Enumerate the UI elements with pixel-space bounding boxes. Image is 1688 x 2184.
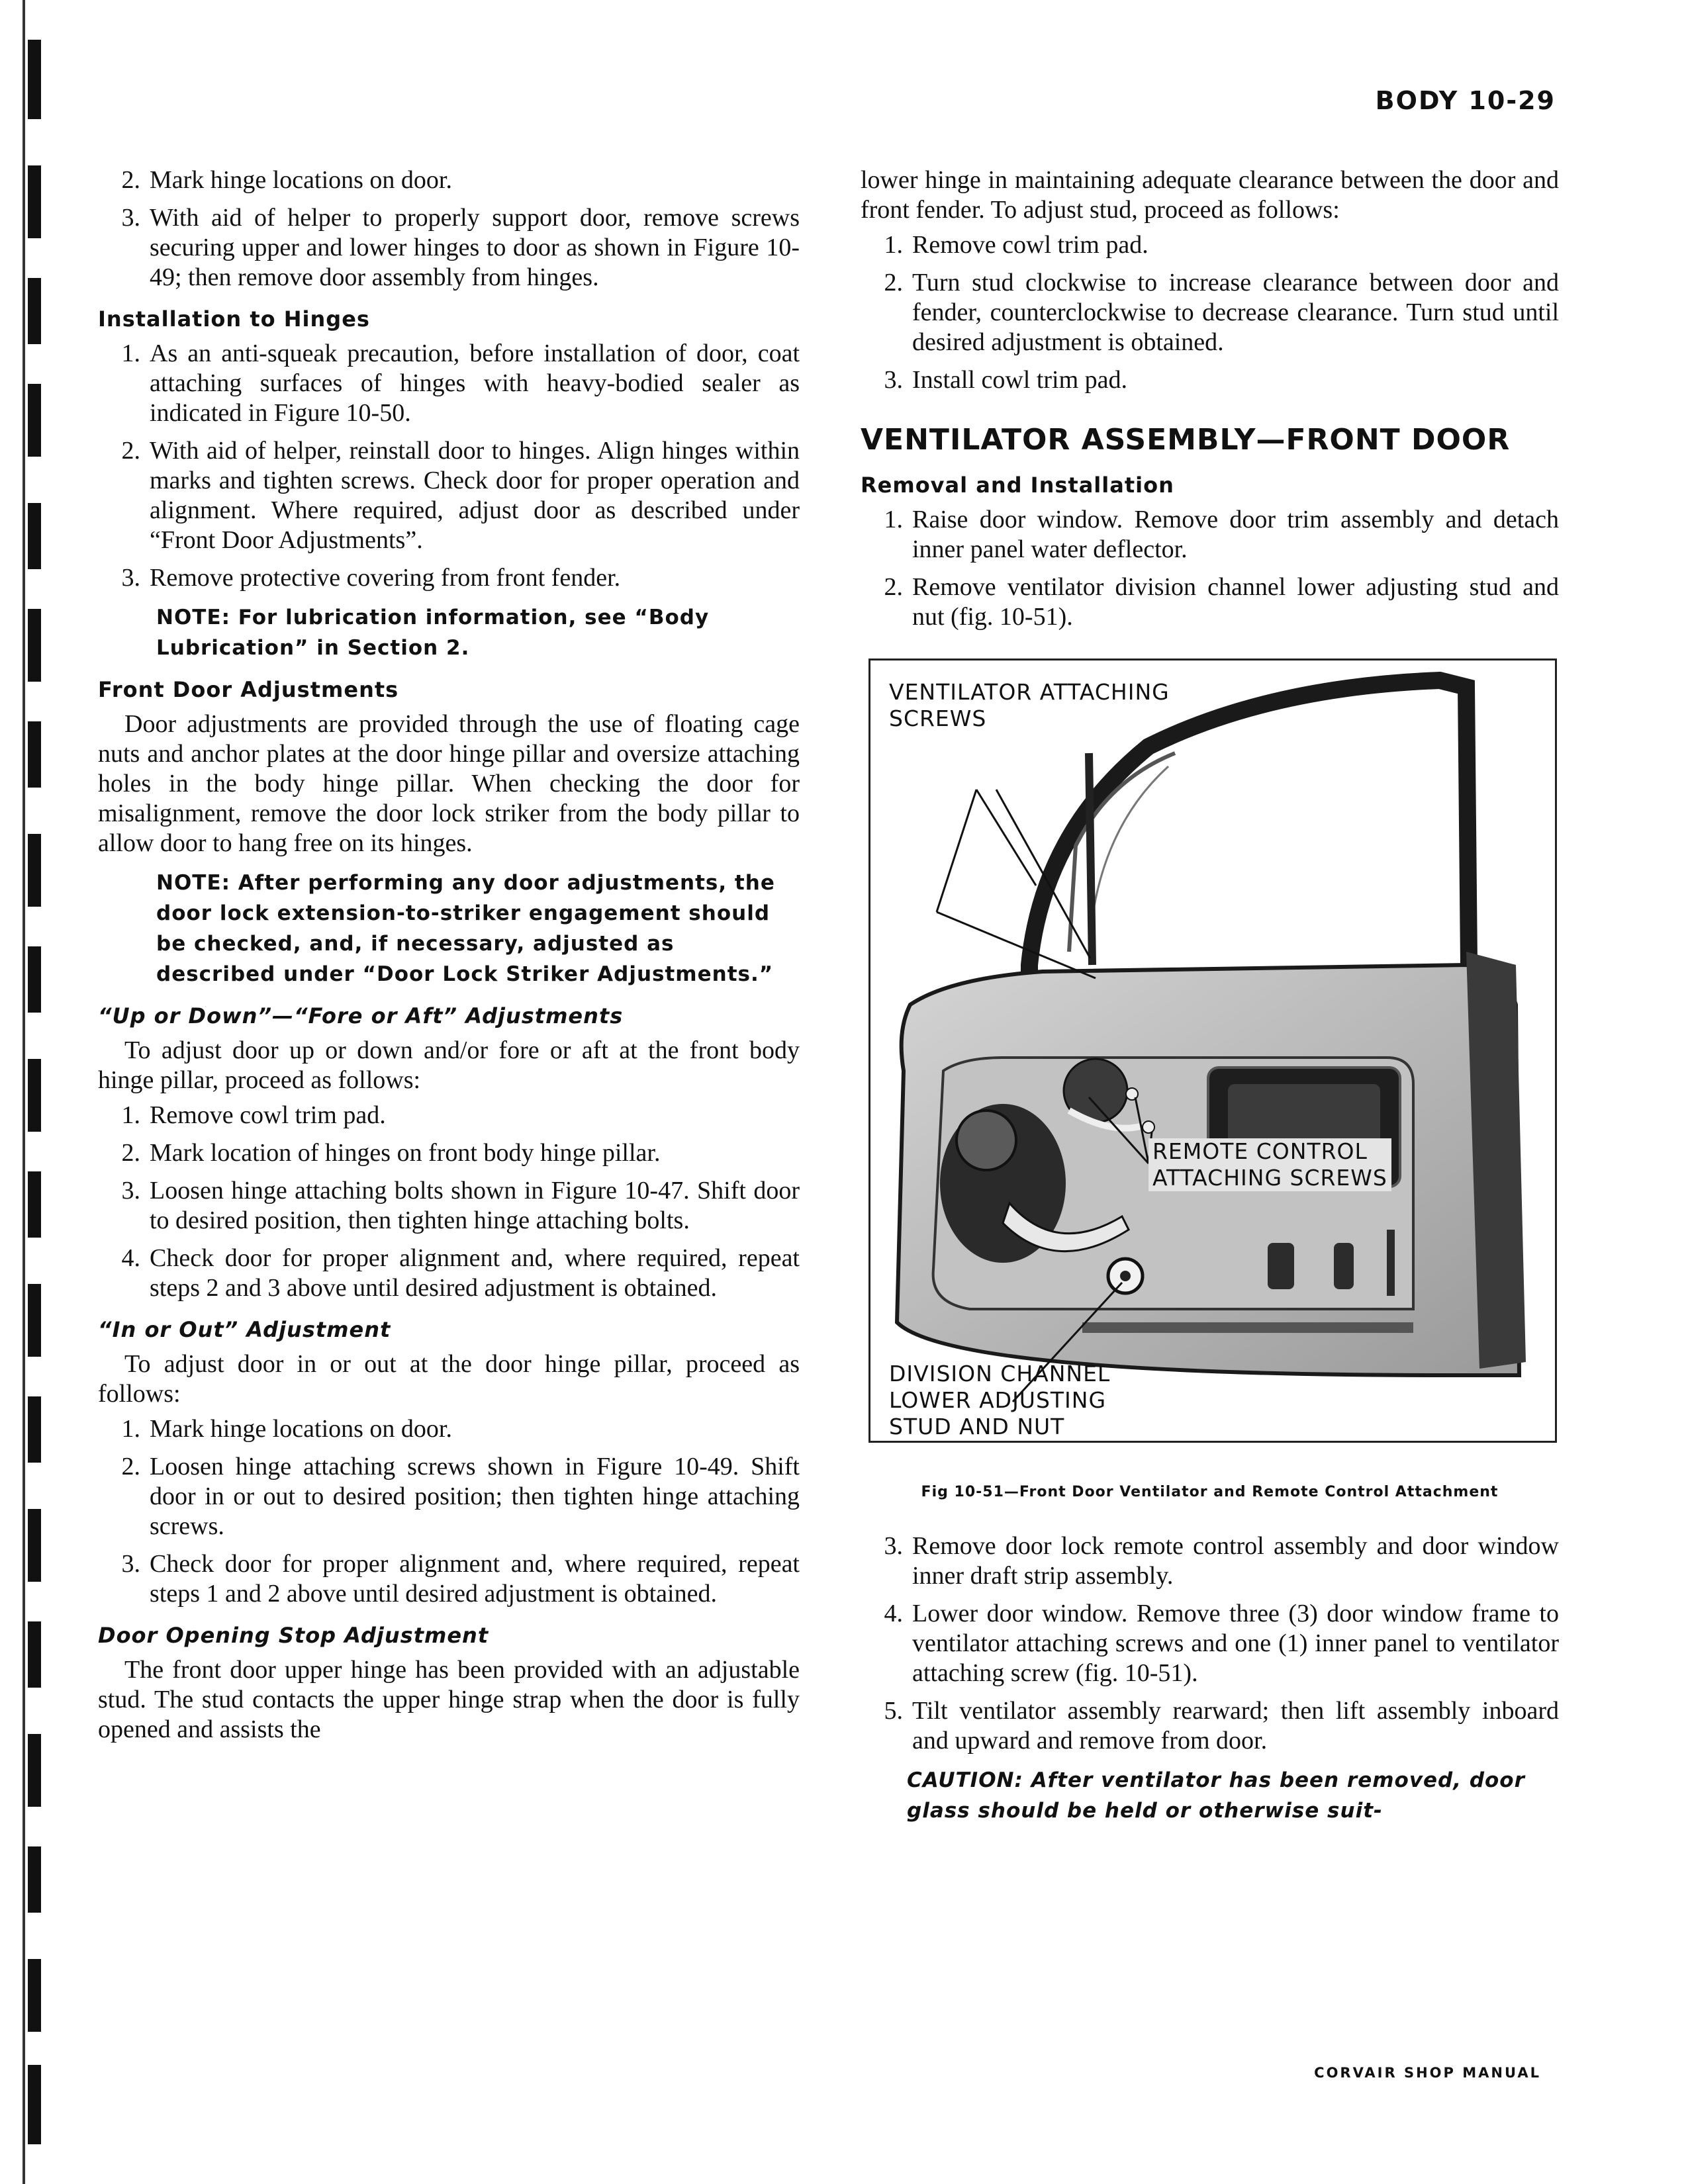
- step-number: 2.: [121, 1139, 140, 1167]
- step-number: 3.: [884, 366, 903, 394]
- step-number: 4.: [884, 1600, 903, 1627]
- list-item: [98, 1452, 800, 1541]
- list-item: [98, 1244, 800, 1303]
- step-text: Lower door window. Remove three (3) door window frame to ventilator attaching screws and one (1) inner panel to ventilator attaching screw (fig. 10-51).: [912, 1600, 1559, 1687]
- heading-front-door-adjustments: Front Door Adjustments: [98, 677, 399, 702]
- step-text: Raise door window. Remove door trim assembly and detach inner panel water deflector.: [912, 506, 1559, 563]
- caution-note: CAUTION: After ventilator has been removed, door glass should be held or otherwise suit-: [907, 1768, 1525, 1823]
- in-out-intro: To adjust door in or out at the door hinge pillar, proceed as follows:: [98, 1350, 800, 1408]
- removal-steps: [98, 165, 800, 293]
- list-item: [861, 1696, 1559, 1756]
- step-text: Turn stud clockwise to increase clearance between door and fender, counterclockwise to decrease clearance. Turn stud until desired adjustment is obtained.: [912, 269, 1559, 356]
- callout-division-channel: DIVISION CHANNEL LOWER ADJUSTING STUD AND NUT: [889, 1361, 1111, 1439]
- step-number: 2.: [121, 437, 140, 465]
- step-number: 3.: [121, 564, 140, 592]
- list-item: [861, 365, 1559, 395]
- step-number: 2.: [884, 573, 903, 601]
- right-column: [861, 165, 1559, 1826]
- step-number: 2.: [121, 1453, 140, 1480]
- callout-ventilator-screws: VENTILATOR ATTACHING SCREWS: [889, 679, 1170, 731]
- list-item: [861, 268, 1559, 357]
- binding-edge: [20, 0, 52, 2184]
- list-item: [98, 1138, 800, 1168]
- step-text: Mark hinge locations on door.: [150, 166, 452, 194]
- list-item: [861, 1599, 1559, 1688]
- step-number: 5.: [884, 1697, 903, 1725]
- step-number: 4.: [121, 1244, 140, 1272]
- step-text: Remove ventilator division channel lower adjusting stud and nut (fig. 10-51).: [912, 573, 1559, 631]
- step-text: Mark location of hinges on front body hinge pillar.: [150, 1139, 661, 1167]
- lubrication-note: NOTE: For lubrication information, see “Body Lubrication” in Section 2.: [156, 606, 710, 660]
- figure-caption: Fig 10-51—Front Door Ventilator and Remote Control Attachment: [921, 1484, 1499, 1500]
- step-number: 2.: [884, 269, 903, 296]
- step-number: 1.: [884, 231, 903, 259]
- step-number: 1.: [884, 506, 903, 533]
- list-item: [98, 165, 800, 195]
- page-header: BODY 10-29: [1375, 86, 1556, 115]
- step-number: 3.: [121, 1177, 140, 1205]
- step-number: 3.: [121, 204, 140, 232]
- callout-remote-control-screws: REMOTE CONTROL ATTACHING SCREWS: [1149, 1138, 1391, 1191]
- list-item: [98, 203, 800, 293]
- adjustments-paragraph: Door adjustments are provided through the use of floating cage nuts and anchor plates at the door hinge pillar and oversize attaching holes in the body hinge pillar. When checking the door for misalignment, remove the door lock striker from the body pillar to allow door to hang free on its hinges.: [98, 710, 800, 857]
- up-down-steps: [98, 1101, 800, 1303]
- step-number: 1.: [121, 1101, 140, 1129]
- up-down-intro: To adjust door up or down and/or fore or aft at the front body hinge pillar, proceed as follows:: [98, 1036, 800, 1094]
- step-number: 1.: [121, 340, 140, 367]
- list-item: [98, 1549, 800, 1609]
- list-item: [861, 572, 1559, 632]
- adjustments-note: NOTE: After performing any door adjustments, the door lock extension-to-striker engagement should be checked, and, if necessary, adjusted as described under “Door Lock Striker Adjustments.”: [156, 871, 775, 986]
- list-item: [98, 1414, 800, 1444]
- step-text: Remove protective covering from front fender.: [150, 564, 621, 592]
- left-column: [98, 165, 800, 1750]
- list-item: [98, 339, 800, 428]
- step-number: 3.: [884, 1532, 903, 1560]
- step-text: Remove door lock remote control assembly and door window inner draft strip assembly.: [912, 1532, 1559, 1590]
- step-text: As an anti-squeak precaution, before installation of door, coat attaching surfaces of hinges with heavy-bodied sealer as indicated in Figure 10-50.: [150, 340, 800, 427]
- heading-up-down: “Up or Down”—“Fore or Aft” Adjustments: [98, 1003, 624, 1028]
- list-item: [861, 505, 1559, 565]
- step-text: With aid of helper to properly support door, remove screws securing upper and lower hinges to door as shown in Figure 10-49; then remove door assembly from hinges.: [150, 204, 800, 291]
- list-item: [98, 563, 800, 593]
- step-text: With aid of helper, reinstall door to hinges. Align hinges within marks and tighten screws. Check door for proper operation and alignment. Where required, adjust door as described under “Front Door Adjustments”.: [150, 437, 800, 554]
- figure-door-ventilator: [868, 659, 1557, 1443]
- page-footer: CORVAIR SHOP MANUAL: [1314, 2065, 1541, 2081]
- installation-steps: [98, 339, 800, 593]
- door-stop-continued: lower hinge in maintaining adequate clearance between the door and front fender. To adjust stud, proceed as follows:: [861, 166, 1559, 224]
- step-text: Remove cowl trim pad.: [150, 1101, 386, 1129]
- step-text: Loosen hinge attaching bolts shown in Figure 10-47. Shift door to desired position, then tighten hinge attaching bolts.: [150, 1177, 800, 1234]
- heading-installation: Installation to Hinges: [98, 306, 370, 332]
- list-item: [98, 1101, 800, 1130]
- step-text: Tilt ventilator assembly rearward; then lift assembly inboard and upward and remove from door.: [912, 1697, 1559, 1754]
- list-item: [861, 1531, 1559, 1591]
- heading-removal-installation: Removal and Installation: [861, 473, 1174, 498]
- step-text: Check door for proper alignment and, where required, repeat steps 2 and 3 above until desired adjustment is obtained.: [150, 1244, 800, 1302]
- heading-in-out: “In or Out” Adjustment: [98, 1317, 391, 1342]
- door-illustration: [870, 660, 1555, 1441]
- heading-door-stop: Door Opening Stop Adjustment: [98, 1623, 489, 1648]
- section-title-ventilator: VENTILATOR ASSEMBLY—FRONT DOOR: [861, 423, 1511, 457]
- step-number: 1.: [121, 1415, 140, 1443]
- step-text: Install cowl trim pad.: [912, 366, 1128, 394]
- list-item: [98, 436, 800, 555]
- step-number: 3.: [121, 1550, 140, 1578]
- step-text: Mark hinge locations on door.: [150, 1415, 452, 1443]
- list-item: [861, 230, 1559, 260]
- ventilator-steps-b: [861, 1531, 1559, 1756]
- step-text: Loosen hinge attaching screws shown in Figure 10-49. Shift door in or out to desired position; then tighten hinge attaching screws.: [150, 1453, 800, 1540]
- in-out-steps: [98, 1414, 800, 1609]
- ventilator-steps-a: [861, 505, 1559, 632]
- step-number: 2.: [121, 166, 140, 194]
- step-text: Check door for proper alignment and, where required, repeat steps 1 and 2 above until desired adjustment is obtained.: [150, 1550, 800, 1608]
- door-stop-steps: [861, 230, 1559, 395]
- door-stop-paragraph: The front door upper hinge has been provided with an adjustable stud. The stud contacts the upper hinge strap when the door is fully opened and assists the: [98, 1656, 800, 1743]
- step-text: Remove cowl trim pad.: [912, 231, 1149, 259]
- list-item: [98, 1176, 800, 1236]
